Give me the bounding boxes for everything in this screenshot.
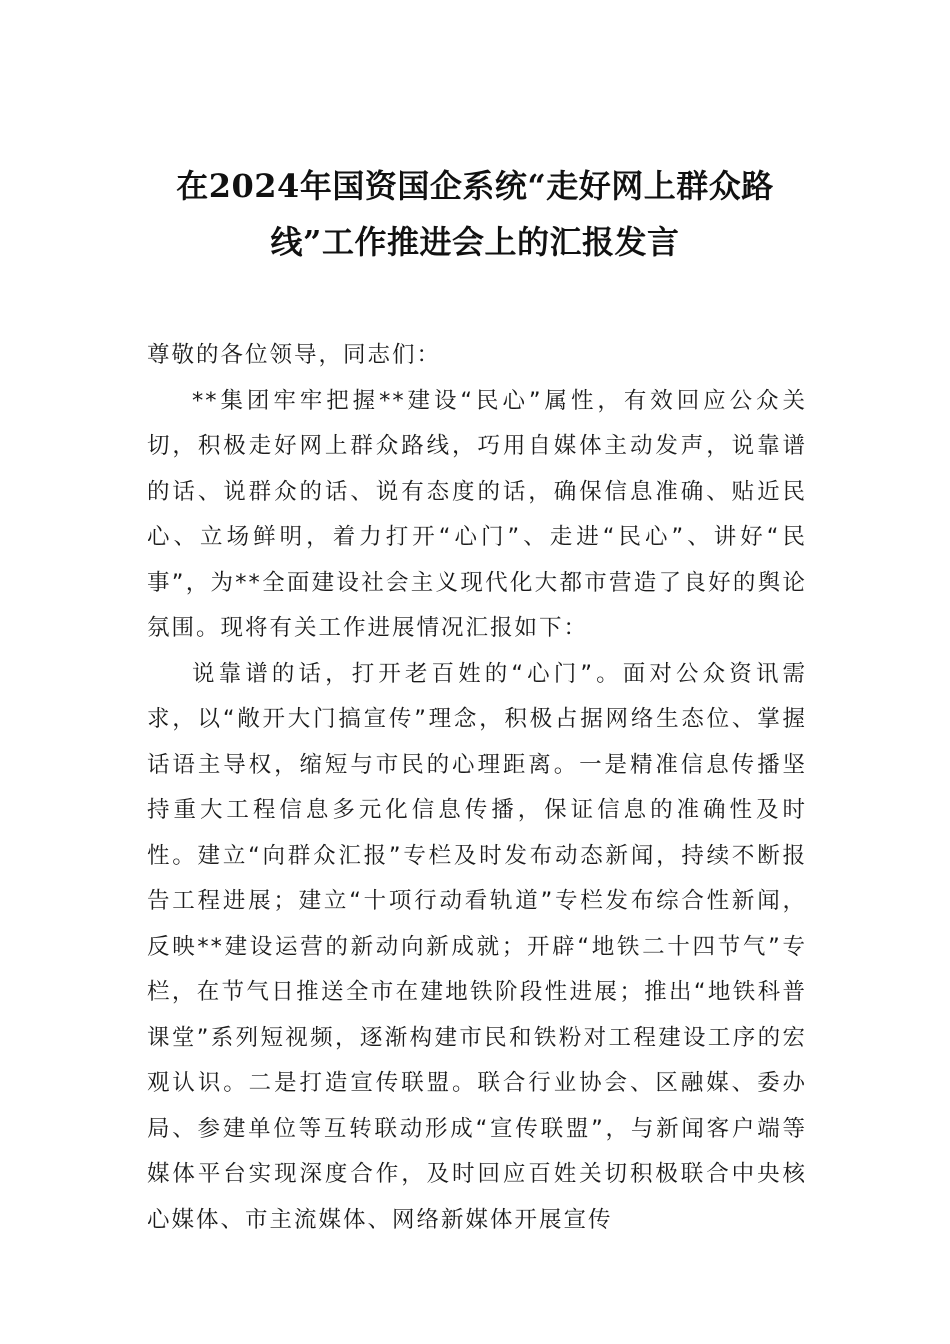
document-title xyxy=(140,158,810,270)
title-line-2: 线”工作推进会上的汇报发言 xyxy=(270,223,680,261)
title-line-1: 在2024年国资国企系统“走好网上群众路 xyxy=(176,167,774,205)
document-body xyxy=(147,333,807,1243)
paragraph-section-1: 说靠谱的话，打开老百姓的“心门”。面对公众资讯需求，以“敞开大门搞宣传”理念，积极占据网络生态位、掌握话语主导权，缩短与市民的心理距离。一是精准信息传播坚持重大工程信息多元化信息传播，保证信息的准确性及时性。建立“向群众汇报”专栏及时发布动态新闻，持续不断报告工程进展；建立“十项行动看轨道”专栏发布综合性新闻，反映**建设运营的新动向新成就；开辟“地铁二十四节气”专栏，在节气日推送全市在建地铁阶段性进展；推出“地铁科普课堂”系列短视频，逐渐构建市民和铁粉对工程建设工序的宏观认识。二是打造宣传联盟。联合行业协会、区融媒、委办局、参建单位等互转联动形成“宣传联盟”，与新闻客户端等媒体平台实现深度合作，及时回应百姓关切积极联合中央核心媒体、市主流媒体、网络新媒体开展宣传 xyxy=(147,660,807,1233)
salutation: 尊敬的各位领导，同志们： xyxy=(147,342,442,368)
paragraph-intro: **集团牢牢把握**建设“民心”属性，有效回应公众关切，积极走好网上群众路线，巧用自媒体主动发声，说靠谱的话、说群众的话、说有态度的话，确保信息准确、贴近民心、立场鲜明，着力打开“心门”、走进“民心”、讲好“民事”，为**全面建设社会主义现代化大都市营造了良好的舆论氛围。现将有关工作进展情况汇报如下： xyxy=(147,387,807,641)
